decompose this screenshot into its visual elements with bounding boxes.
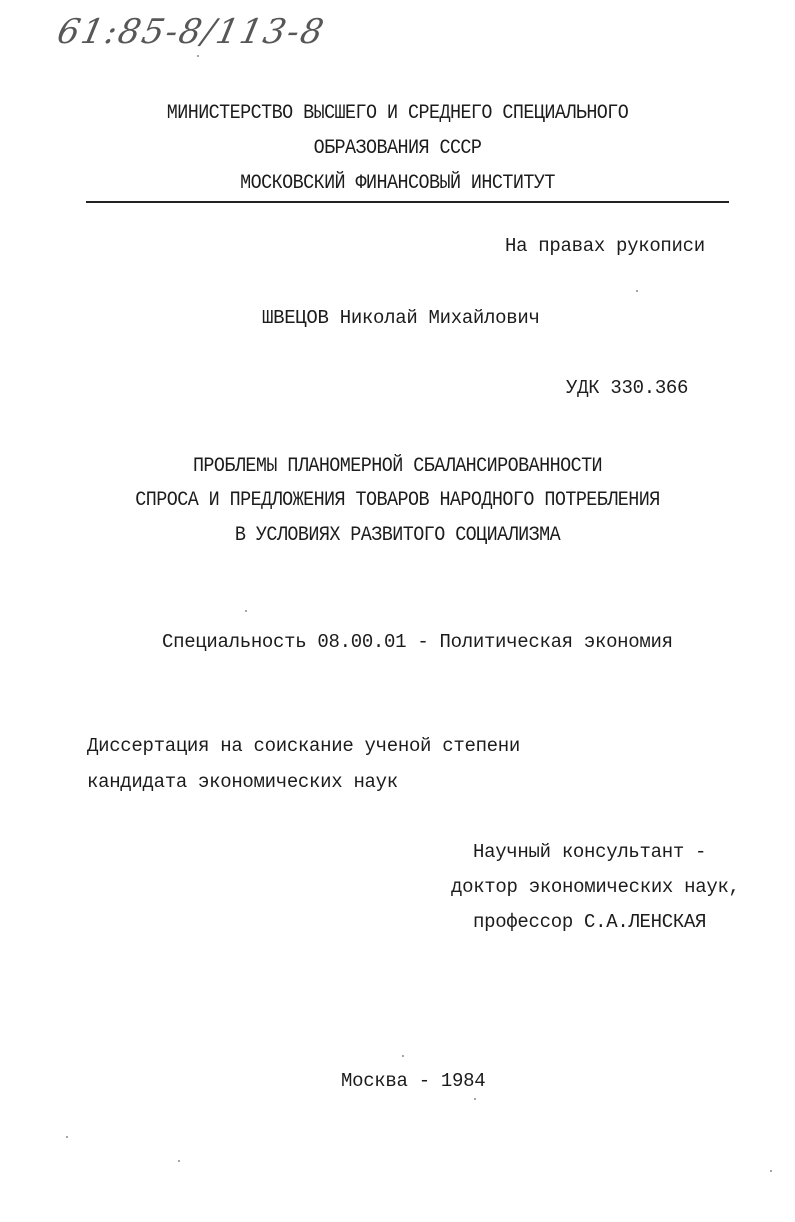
title-line-3: В УСЛОВИЯХ РАЗВИТОГО СОЦИАЛИЗМА (234, 524, 561, 547)
manuscript-rights: На правах рукописи (505, 235, 705, 257)
header-divider (86, 201, 729, 203)
udc-code: УДК 330.366 (566, 377, 689, 399)
scan-speck (197, 55, 199, 57)
consultant-line-2: доктор экономических наук, (451, 876, 740, 898)
consultant-line-1: Научный консультант - (473, 841, 707, 863)
specialty: Специальность 08.00.01 - Политическая экономия (162, 631, 673, 653)
header-ministry: МИНИСТЕРСТВО ВЫСШЕГО И СРЕДНЕГО СПЕЦИАЛЬНОГО (166, 102, 629, 125)
scan-speck (178, 1160, 180, 1162)
author-name: ШВЕЦОВ Николай Михайлович (262, 307, 540, 329)
archive-mark: 61:85-8/113-8 (53, 12, 329, 52)
title-line-2: СПРОСА И ПРЕДЛОЖЕНИЯ ТОВАРОВ НАРОДНОГО ПОТРЕБЛЕНИЯ (135, 489, 660, 512)
header-institute: МОСКОВСКИЙ ФИНАНСОВЫЙ ИНСТИТУТ (240, 172, 555, 195)
dissertation-line-2: кандидата экономических наук (87, 771, 398, 793)
dissertation-line-1: Диссертация на соискание ученой степени (87, 735, 520, 757)
scan-speck (770, 1170, 772, 1172)
scan-speck (474, 1098, 476, 1100)
scan-speck (402, 1055, 404, 1057)
title-line-1: ПРОБЛЕМЫ ПЛАНОМЕРНОЙ СБАЛАНСИРОВАННОСТИ (192, 455, 603, 478)
header-education: ОБРАЗОВАНИЯ СССР (313, 137, 482, 160)
place-year: Москва - 1984 (341, 1070, 486, 1092)
scan-speck (245, 610, 247, 612)
consultant-line-3: профессор С.А.ЛЕНСКАЯ (473, 911, 707, 933)
scan-speck (66, 1136, 68, 1138)
scan-speck (636, 290, 638, 292)
